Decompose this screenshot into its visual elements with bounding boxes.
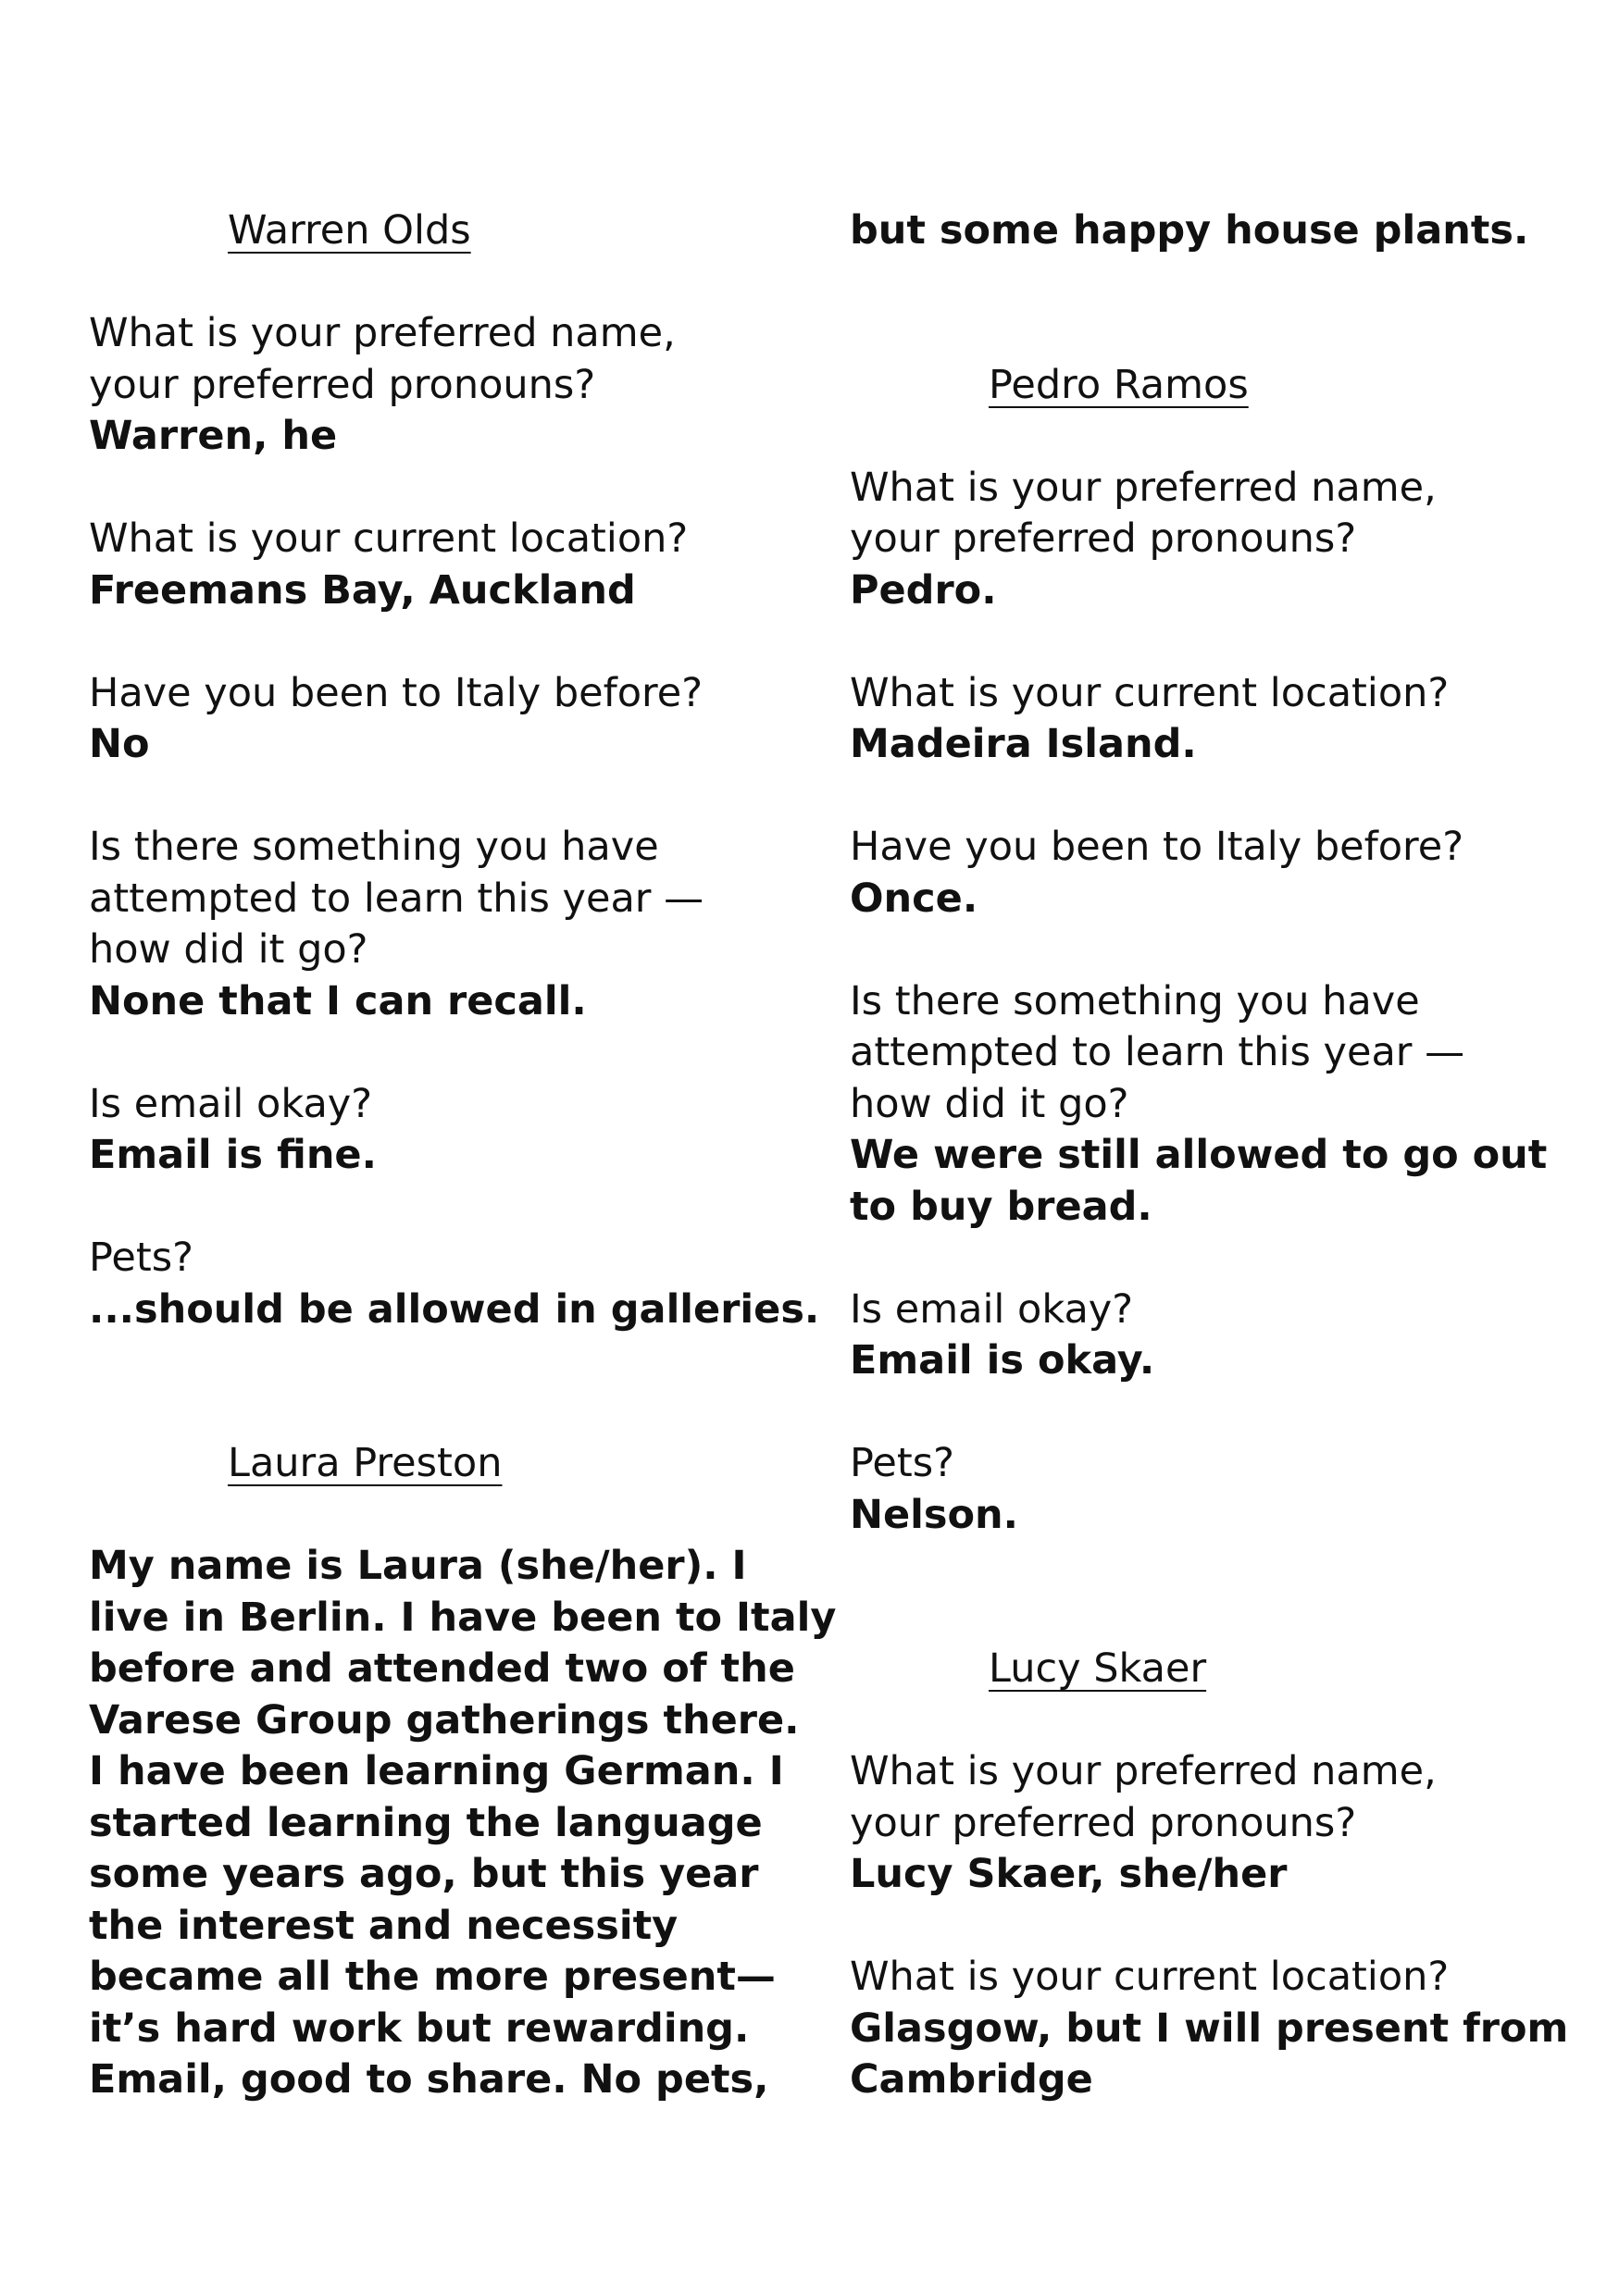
question-text: attempted to learn this year — bbox=[89, 875, 704, 922]
answer-text: Nelson. bbox=[850, 1491, 1018, 1538]
question-text: Is there something you have bbox=[850, 977, 1420, 1024]
question-line bbox=[850, 463, 1572, 515]
answer-text: None that I can recall. bbox=[89, 977, 587, 1024]
answer-text: We were still allowed to go out bbox=[850, 1132, 1548, 1178]
spacer bbox=[89, 1027, 802, 1079]
question-line bbox=[850, 1952, 1572, 2004]
answer-line bbox=[89, 565, 802, 617]
participant-name-text: Lucy Skaer bbox=[989, 1645, 1207, 1692]
participant-name bbox=[850, 1644, 1572, 1695]
answer-line bbox=[89, 2054, 802, 2106]
answer-line bbox=[850, 2054, 1572, 2106]
participant-name-text: Warren Olds bbox=[228, 207, 471, 254]
question-line bbox=[850, 822, 1572, 874]
question-text: your preferred pronouns? bbox=[850, 515, 1357, 562]
question-text: how did it go? bbox=[89, 926, 368, 973]
question-text: Pets? bbox=[89, 1235, 193, 1281]
question-line bbox=[89, 668, 802, 720]
question-text: What is your preferred name, bbox=[850, 1748, 1437, 1794]
spacer bbox=[89, 463, 802, 515]
spacer bbox=[850, 1233, 1572, 1285]
answer-line bbox=[850, 874, 1572, 925]
answer-text: live in Berlin. I have been to Italy bbox=[89, 1594, 837, 1641]
answer-line bbox=[850, 1490, 1572, 1542]
answer-text: it’s hard work but rewarding. bbox=[89, 2004, 750, 2052]
answer-line bbox=[850, 1130, 1572, 1182]
spacer bbox=[850, 771, 1572, 823]
spacer bbox=[850, 1695, 1572, 1747]
answer-line bbox=[89, 1695, 802, 1747]
question-text: your preferred pronouns? bbox=[850, 1799, 1357, 1846]
spacer bbox=[850, 1387, 1572, 1439]
spacer bbox=[89, 257, 802, 309]
answer-line bbox=[850, 205, 1572, 257]
question-line bbox=[89, 1079, 802, 1131]
question-line bbox=[89, 874, 802, 925]
spacer bbox=[89, 1182, 802, 1234]
answer-line bbox=[850, 719, 1572, 771]
answer-text: some years ago, but this year bbox=[89, 1851, 759, 1897]
answer-line bbox=[89, 1798, 802, 1850]
spacer bbox=[850, 411, 1572, 463]
question-line bbox=[850, 1027, 1572, 1079]
answer-line bbox=[89, 1952, 802, 2004]
answer-text: Email is fine. bbox=[89, 1132, 377, 1178]
participant-name bbox=[850, 360, 1572, 412]
answer-text: Lucy Skaer, she/her bbox=[850, 1851, 1288, 1897]
spacer bbox=[850, 1901, 1572, 1953]
question-line bbox=[850, 514, 1572, 565]
answer-line bbox=[89, 1901, 802, 1953]
answer-line bbox=[850, 1182, 1572, 1234]
question-text: your preferred pronouns? bbox=[89, 361, 596, 408]
spacer bbox=[89, 771, 802, 823]
question-line bbox=[850, 1285, 1572, 1336]
answer-line bbox=[850, 1335, 1572, 1387]
answer-line bbox=[89, 1746, 802, 1798]
left-column bbox=[89, 205, 837, 2106]
spacer bbox=[89, 1490, 802, 1542]
question-line bbox=[89, 925, 802, 976]
answer-text: My name is Laura (she/her). I bbox=[89, 1543, 747, 1589]
answer-text: Madeira Island. bbox=[850, 721, 1197, 767]
answer-text: Email is okay. bbox=[850, 1337, 1155, 1384]
answer-line bbox=[850, 1849, 1572, 1901]
answer-line bbox=[89, 1130, 802, 1182]
answer-text: Pedro. bbox=[850, 566, 997, 614]
answer-text: started learning the language bbox=[89, 1799, 763, 1846]
section-spacer bbox=[850, 257, 1572, 360]
answer-text: No bbox=[89, 721, 150, 767]
participant-name-text: Pedro Ramos bbox=[989, 361, 1249, 408]
question-text: What is your current location? bbox=[850, 669, 1450, 716]
answer-line bbox=[89, 976, 802, 1028]
section-spacer bbox=[89, 1335, 802, 1438]
answer-line bbox=[850, 565, 1572, 617]
question-text: Is there something you have bbox=[89, 824, 659, 870]
answer-line bbox=[89, 1541, 802, 1593]
question-line bbox=[89, 514, 802, 565]
question-line bbox=[89, 308, 802, 360]
answer-text: Varese Group gatherings there. bbox=[89, 1696, 800, 1744]
question-text: Is email okay? bbox=[89, 1080, 373, 1127]
question-line bbox=[850, 1438, 1572, 1490]
answer-line bbox=[89, 1644, 802, 1695]
answer-text: ...should be allowed in galleries. bbox=[89, 1285, 820, 1333]
answer-text: Warren, he bbox=[89, 413, 338, 459]
answer-text: I have been learning German. I bbox=[89, 1748, 784, 1794]
spacer bbox=[850, 925, 1572, 976]
spacer bbox=[850, 616, 1572, 668]
question-line bbox=[89, 1233, 802, 1285]
answer-text: Freemans Bay, Auckland bbox=[89, 566, 636, 614]
answer-text: before and attended two of the bbox=[89, 1645, 795, 1692]
answer-line bbox=[89, 2004, 802, 2055]
question-line bbox=[89, 360, 802, 412]
participant-name-text: Laura Preston bbox=[228, 1440, 503, 1486]
section-spacer bbox=[850, 1541, 1572, 1644]
participant-name bbox=[89, 1438, 802, 1490]
answer-line bbox=[89, 1849, 802, 1901]
answer-line bbox=[89, 1593, 837, 1644]
answer-text: became all the more present— bbox=[89, 1954, 776, 2000]
answer-text: the interest and necessity bbox=[89, 1902, 679, 1949]
question-line bbox=[850, 668, 1572, 720]
participant-name bbox=[89, 205, 802, 257]
question-text: attempted to learn this year — bbox=[850, 1029, 1465, 1075]
answer-line bbox=[89, 411, 802, 463]
question-text: Have you been to Italy before? bbox=[89, 669, 704, 716]
answer-line bbox=[89, 1285, 820, 1336]
answer-text: Once. bbox=[850, 875, 978, 922]
answer-text: Email, good to share. No pets, bbox=[89, 2056, 769, 2103]
answer-text: Glasgow, but I will present from bbox=[850, 2004, 1569, 2052]
answer-text: to buy bread. bbox=[850, 1183, 1152, 1230]
answer-text: Cambridge bbox=[850, 2056, 1093, 2103]
spacer bbox=[89, 616, 802, 668]
question-text: What is your current location? bbox=[850, 1954, 1450, 2000]
question-line bbox=[850, 1746, 1572, 1798]
answer-line bbox=[850, 2004, 1572, 2055]
answer-line bbox=[89, 719, 802, 771]
right-column bbox=[850, 205, 1572, 2106]
question-text: Is email okay? bbox=[850, 1285, 1134, 1333]
question-text: What is your preferred name, bbox=[89, 310, 676, 356]
answer-text: but some happy house plants. bbox=[850, 207, 1529, 254]
question-text: how did it go? bbox=[850, 1080, 1129, 1127]
question-text: Pets? bbox=[850, 1440, 954, 1486]
question-line bbox=[850, 1798, 1572, 1850]
question-line bbox=[850, 976, 1572, 1028]
question-text: What is your current location? bbox=[89, 515, 689, 562]
question-line bbox=[89, 822, 802, 874]
question-line bbox=[850, 1079, 1572, 1131]
question-text: What is your preferred name, bbox=[850, 464, 1437, 511]
question-text: Have you been to Italy before? bbox=[850, 824, 1464, 870]
